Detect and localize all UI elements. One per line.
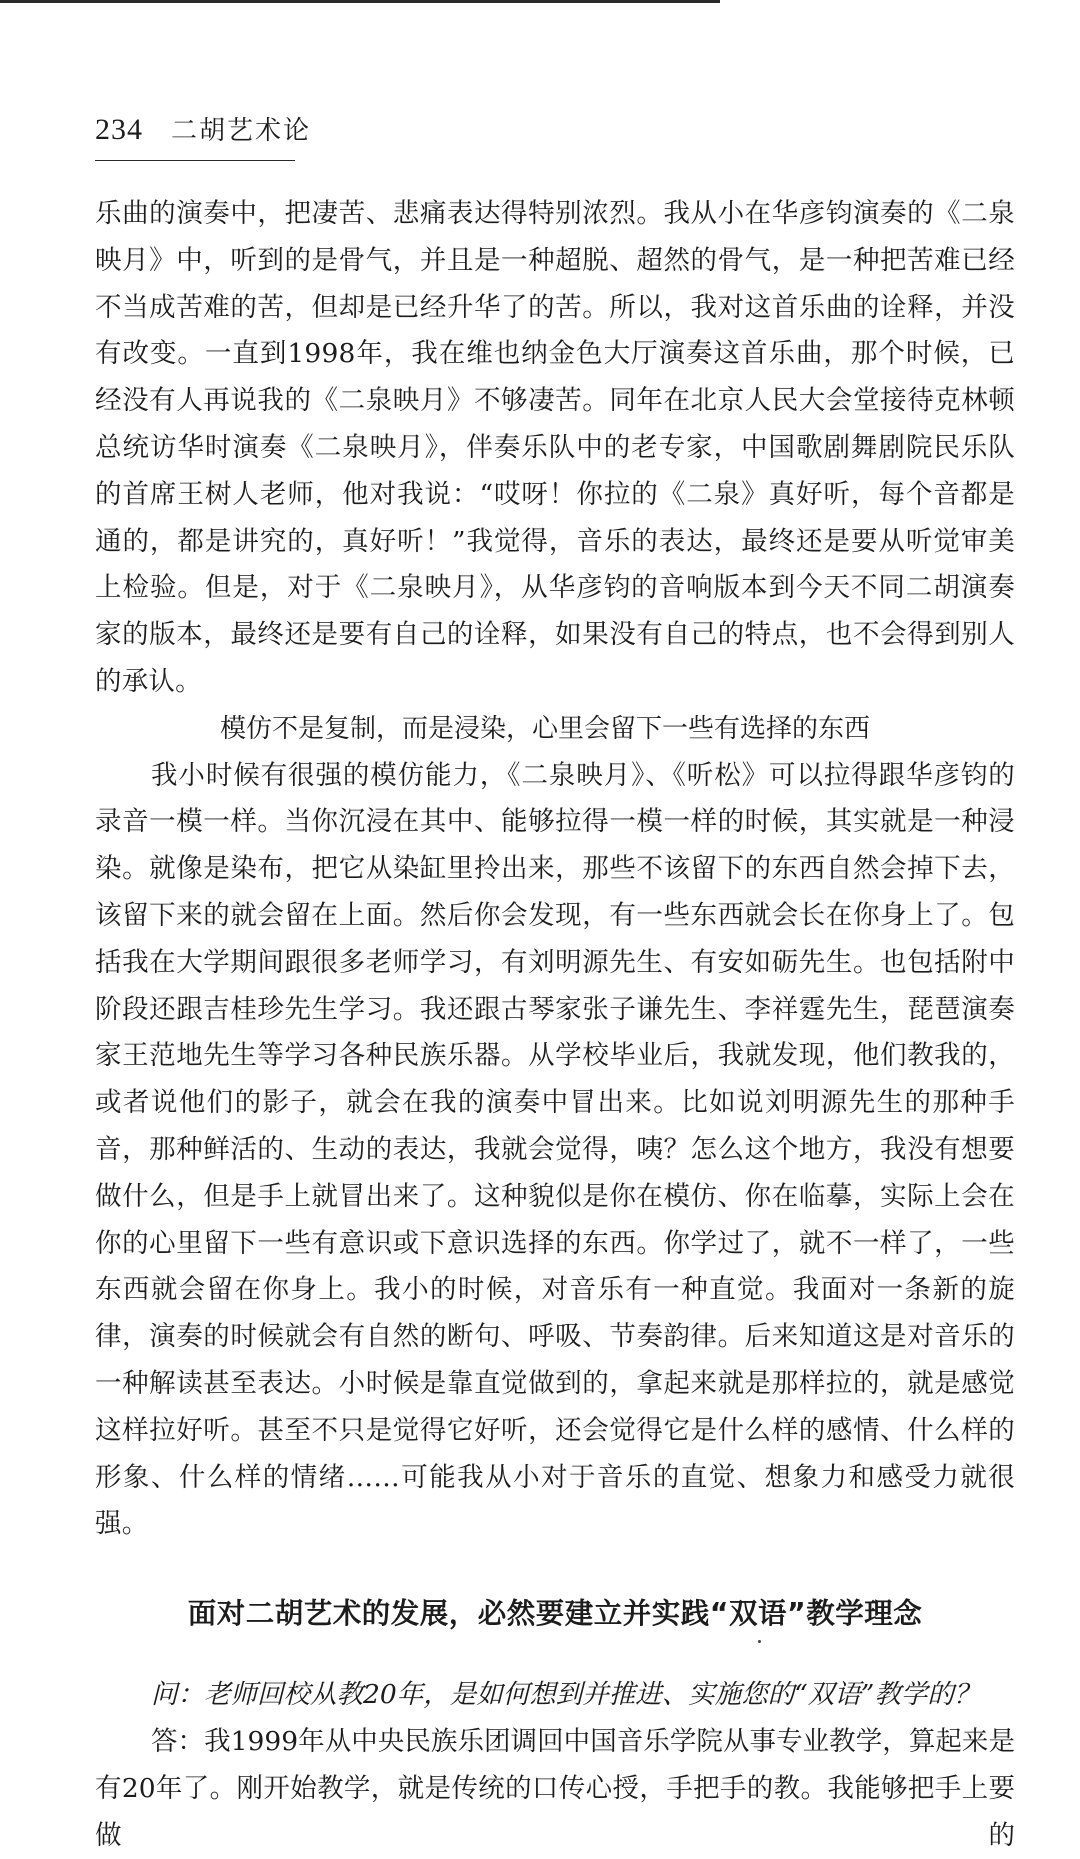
section-title: 面对二胡艺术的发展，必然要建立并实践“双语”教学理念 <box>187 1597 923 1631</box>
body-text <box>95 191 1015 1548</box>
book-page <box>95 110 1015 1859</box>
top-border-line <box>0 0 720 3</box>
scan-speck <box>758 1640 761 1643</box>
interview-question: 问：老师回校从教20年，是如何想到并推进、实施您的“双语”教学的？ <box>151 1679 981 1711</box>
paragraph-erquan-interpretation: 乐曲的演奏中，把凄苦、悲痛表达得特别浓烈。我从小在华彦钧演奏的《二泉映月》中，听到的是骨气，并且是一种超脱、超然的骨气，是一种把苦难已经不当成苦难的苦，但却是已经升华了的苦。所以，我对这首乐曲的诠释，并没有改变。一直到1998年，我在维也纳金色大厅演奏这首乐曲，那个时候，已经没有人再说我的《二泉映月》不够凄苦。同年在北京人民大会堂接待克林顿总统访华时演奏《二泉映月》，伴奏乐队中的老专家，中国歌剧舞剧院民乐队的首席王树人老师，他对我说：“哎呀！你拉的《二泉》真好听，每个音都是通的，都是讲究的，真好听！”我觉得，音乐的表达，最终还是要从听觉审美上检验。但是，对于《二泉映月》，从华彦钧的音响版本到今天不同二胡演奏家的版本，最终还是要有自己的诠释，如果没有自己的特点，也不会得到别人的承认。 <box>95 198 1015 697</box>
interview-answer: 答：我1999年从中央民族乐团调回中国音乐学院从事专业教学，算起来是有20年了。刚开始教学，就是传统的口传心授，手把手的教。我能够把手上要做的 <box>95 1725 1015 1851</box>
inline-subheading: 模仿不是复制，而是浸染，心里会留下一些有选择的东西 <box>219 713 870 744</box>
paragraph-imitation: 我小时候有很强的模仿能力，《二泉映月》、《听松》可以拉得跟华彦钧的录音一模一样。当你沉浸在其中、能够拉得一模一样的时候，其实就是一种浸染。就像是染布，把它从染缸里拎出来，那些不该留下的东西自然会掉下去，该留下来的就会留在上面。然后你会发现，有一些东西就会长在你身上了。包括我在大学期间跟很多老师学习，有刘明源先生、有安如砺先生。也包括附中阶段还跟吉桂珍先生学习。我还跟古琴家张子谦先生、李祥霆先生，琵琶演奏家王范地先生等学习各种民族乐器。从学校毕业后，我就发现，他们教我的，或者说他们的影子，就会在我的演奏中冒出来。比如说刘明源先生的那种手音，那种鲜活的、生动的表达，我就会觉得，咦？怎么这个地方，我没有想要做什么，但是手上就冒出来了。这种貌似是你在模仿、你在临摹，实际上会在你的心里留下一些有意识或下意识选择的东西。你学过了，就不一样了，一些东西就会留在你身上。我小的时候，对音乐有一种直觉。我面对一条新的旋律，演奏的时候就会有自然的断句、呼吸、节奏韵律。后来知道这是对音乐的一种解读甚至表达。小时候是靠直觉做到的，拿起来就是那样拉的，就是感觉这样拉好听。甚至不只是觉得它好听，还会觉得它是什么样的感情、什么样的形象、什么样的情绪……可能我从小对于音乐的直觉、想象力和感受力就很强。 <box>95 759 1015 1540</box>
running-head <box>95 110 312 161</box>
page-number: 234 <box>95 113 143 146</box>
running-title: 二胡艺术论 <box>171 116 312 146</box>
